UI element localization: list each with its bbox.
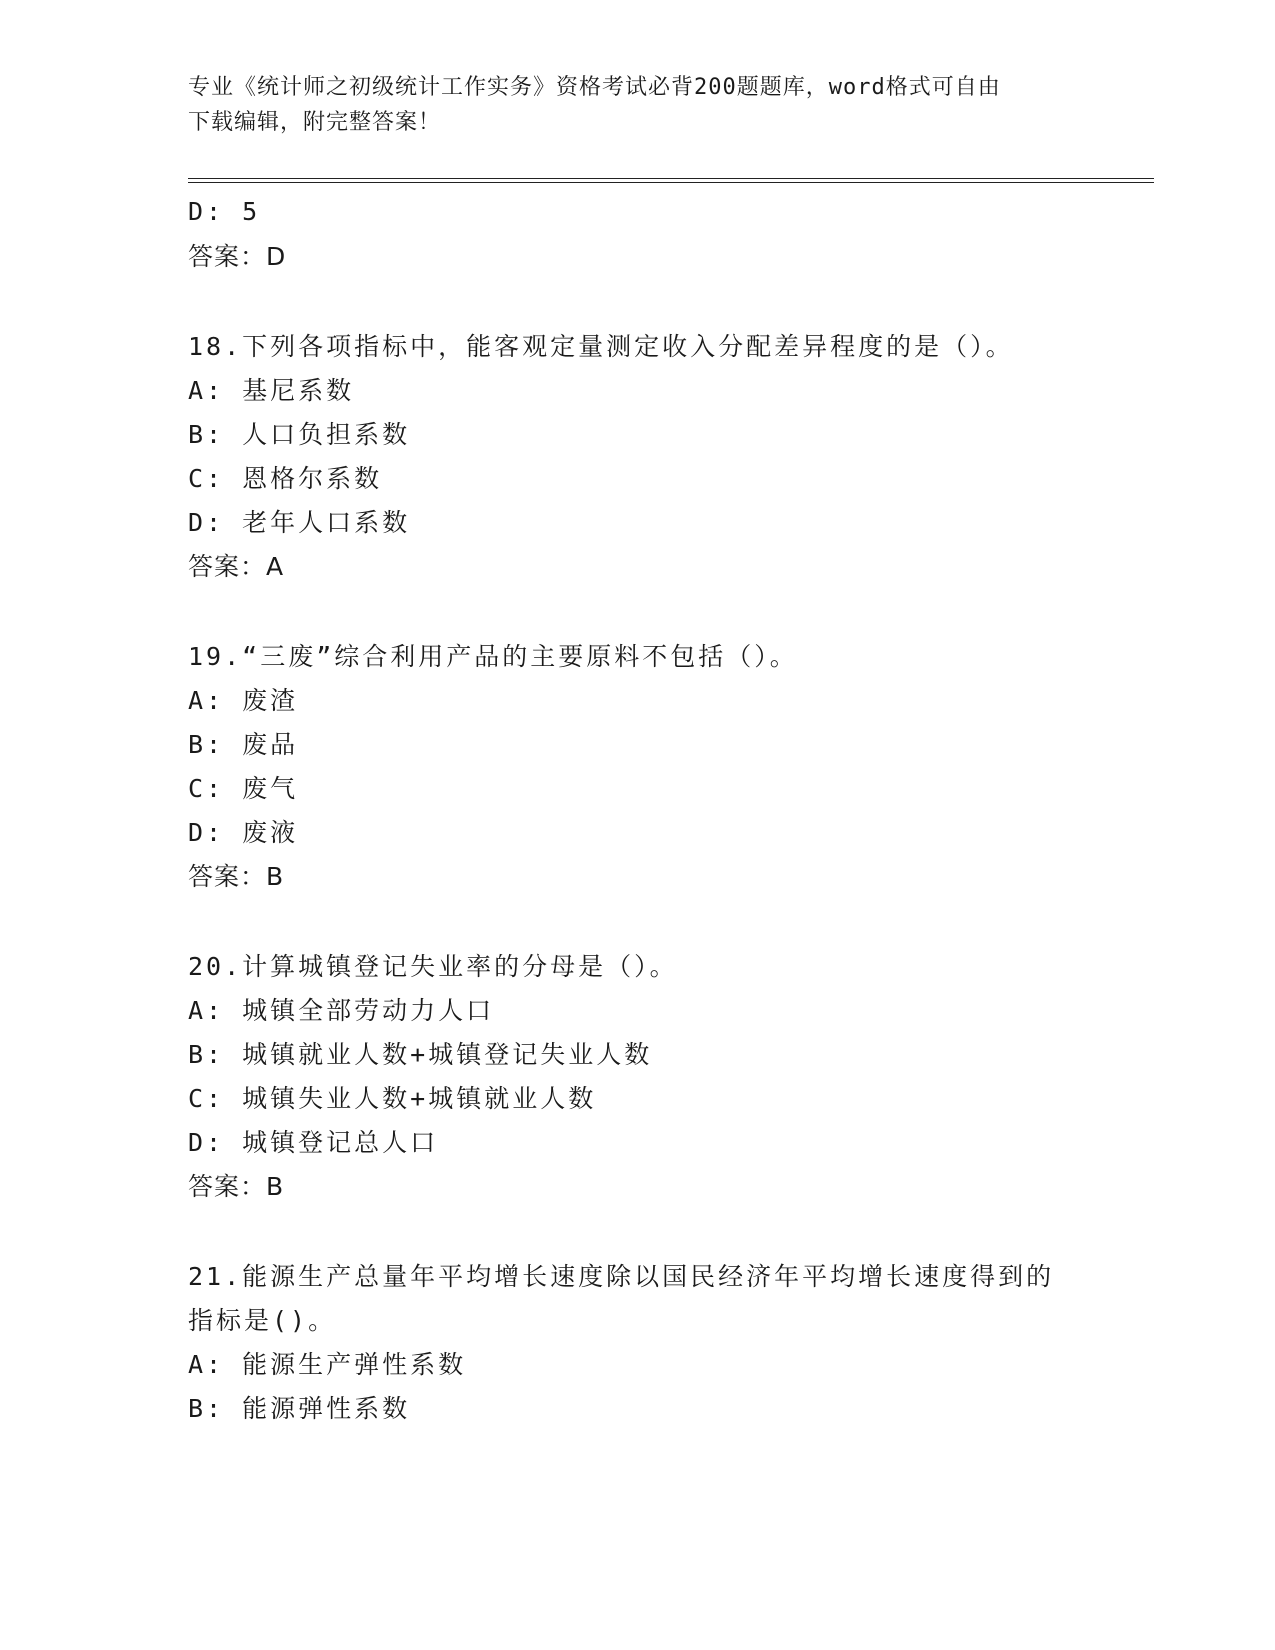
question-19-stem: 19.“三废”综合利用产品的主要原料不包括（）。	[188, 642, 798, 671]
question-20-option-c: C: 城镇失业人数+城镇就业人数	[188, 1084, 597, 1113]
question-18-stem: 18.下列各项指标中，能客观定量测定收入分配差异程度的是（）。	[188, 332, 1014, 361]
question-19-option-b: B: 废品	[188, 730, 299, 759]
question-18-option-a: A: 基尼系数	[188, 376, 355, 405]
question-18-option-b: B: 人口负担系数	[188, 420, 411, 449]
question-19-option-c: C: 废气	[188, 774, 299, 803]
question-20-option-a: A: 城镇全部劳动力人口	[188, 996, 495, 1025]
question-18-answer: 答案：A	[188, 552, 285, 581]
question-19-option-d: D: 废液	[188, 818, 299, 847]
question-20-answer: 答案：B	[188, 1172, 285, 1201]
question-20-option-d: D: 城镇登记总人口	[188, 1128, 439, 1157]
question-20-stem: 20.计算城镇登记失业率的分母是（）。	[188, 952, 678, 981]
question-18-option-c: C: 恩格尔系数	[188, 464, 383, 493]
question-20-option-b: B: 城镇就业人数+城镇登记失业人数	[188, 1040, 653, 1069]
question-21-option-a: A: 能源生产弹性系数	[188, 1350, 467, 1379]
question-19-option-a: A: 废渣	[188, 686, 299, 715]
question-18-option-d: D: 老年人口系数	[188, 508, 411, 537]
question-19-answer: 答案：B	[188, 862, 285, 891]
document-header	[188, 70, 1088, 140]
question-21-option-b: B: 能源弹性系数	[188, 1394, 411, 1423]
header-divider	[188, 178, 1154, 183]
question-21-stem-line-2: 指标是()。	[188, 1306, 337, 1335]
answer-prev: 答案：D	[188, 242, 287, 271]
question-21-stem-line-1: 21.能源生产总量年平均增长速度除以国民经济年平均增长速度得到的	[188, 1262, 1055, 1291]
option-d-prev: D: 5	[188, 197, 261, 226]
header-line-1: 专业《统计师之初级统计工作实务》资格考试必背200题题库，word格式可自由	[188, 75, 1001, 100]
header-line-2: 下载编辑，附完整答案！	[188, 110, 442, 135]
